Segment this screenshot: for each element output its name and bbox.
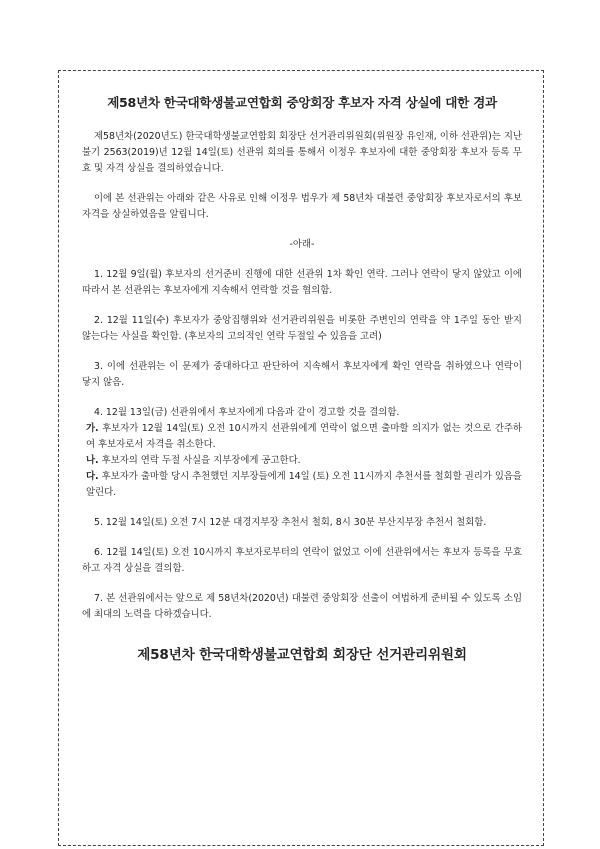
document-title: 제58년차 한국대학생불교연합회 중앙회장 후보자 자격 상실에 대한 경과 bbox=[107, 95, 497, 110]
sub-item-marker: 나. bbox=[86, 455, 99, 466]
intro-paragraph-2: 이에 본 선관위는 아래와 같은 사유로 인해 이정우 법우가 제 58년차 대불련 중앙회장 후보자로서의 후보 자격을 상실하였음을 알립니다. bbox=[82, 193, 522, 220]
list-item-5: 5. 12월 14일(토) 오전 7시 12분 대경지부장 추천서 철회, 8시 30분 부산지부장 추천서 철회함. bbox=[94, 517, 487, 528]
sub-item-marker: 다. bbox=[86, 471, 99, 482]
list-item-3: 3. 이에 선관위는 이 문제가 중대하다고 판단하여 지속해서 후보자에게 확인 연락을 취하였으나 연락이 닿지 않음. bbox=[82, 361, 522, 388]
list-item-4: 4. 12월 13일(금) 선관위에서 후보자에게 다음과 같이 경고할 것을 결의함. bbox=[94, 407, 400, 418]
signature-line: 제58년차 한국대학생불교연합회 회장단 선거관리위원회 bbox=[137, 647, 467, 663]
sub-item-ga bbox=[82, 421, 522, 453]
sub-item-text: 후보자의 연락 두절 사실을 지부장에게 공고한다. bbox=[98, 455, 301, 466]
list-item-6: 6. 12월 14일(토) 오전 10시까지 후보자로부터의 연락이 없었고 이에 선관위에서는 후보자 등록을 무효하고 자격 상실을 결의함. bbox=[82, 547, 522, 574]
section-divider: -아래- bbox=[289, 239, 315, 250]
sub-item-text: 후보자가 12월 14일(토) 오전 10시까지 선관위에게 연락이 없으면 출마할 의지가 없는 것으로 간주하여 후보자로서 자격을 취소한다. bbox=[86, 423, 522, 450]
list-item-7: 7. 본 선관위에서는 앞으로 제 58년차(2020년) 대불련 중앙회장 선출이 여법하게 준비될 수 있도록 소임에 최대의 노력을 다하겠습니다. bbox=[82, 593, 522, 620]
sub-item-marker: 가. bbox=[86, 423, 99, 434]
list-item-2: 2. 12월 11일(수) 후보자가 중앙집행위와 선거관리위원을 비롯한 주변인의 연락을 약 1주일 동안 받지 않는다는 사실을 확인함. (후보자의 고의적인 연락 두절일 수 있음을 고려) bbox=[82, 315, 522, 342]
sub-item-na bbox=[82, 453, 522, 469]
sub-item-da bbox=[82, 469, 522, 501]
intro-paragraph-1: 제58년차(2020년도) 한국대학생불교연합회 회장단 선거관리위원회(위원장 유인재, 이하 선관위)는 지난 불기 2563(2019)년 12월 14일(토) 선관위 회의를 통해서 이정우 후보자에 대한 중앙회장 후보자 등록 무효 및 자격 상실을 결의하였습니다. bbox=[82, 131, 522, 174]
sub-item-text: 후보자가 출마할 당시 추천했던 지부장들에게 14일 (토) 오전 11시까지 추천서를 철회할 권리가 있음을 알린다. bbox=[86, 471, 522, 498]
document-body bbox=[82, 92, 522, 663]
list-item-1: 1. 12월 9일(월) 후보자의 선거준비 진행에 대한 선관위 1차 확인 연락. 그러나 연락이 닿지 않았고 이에 따라서 본 선관위는 후보자에게 지속해서 연락할 것을 협의함. bbox=[82, 269, 522, 296]
